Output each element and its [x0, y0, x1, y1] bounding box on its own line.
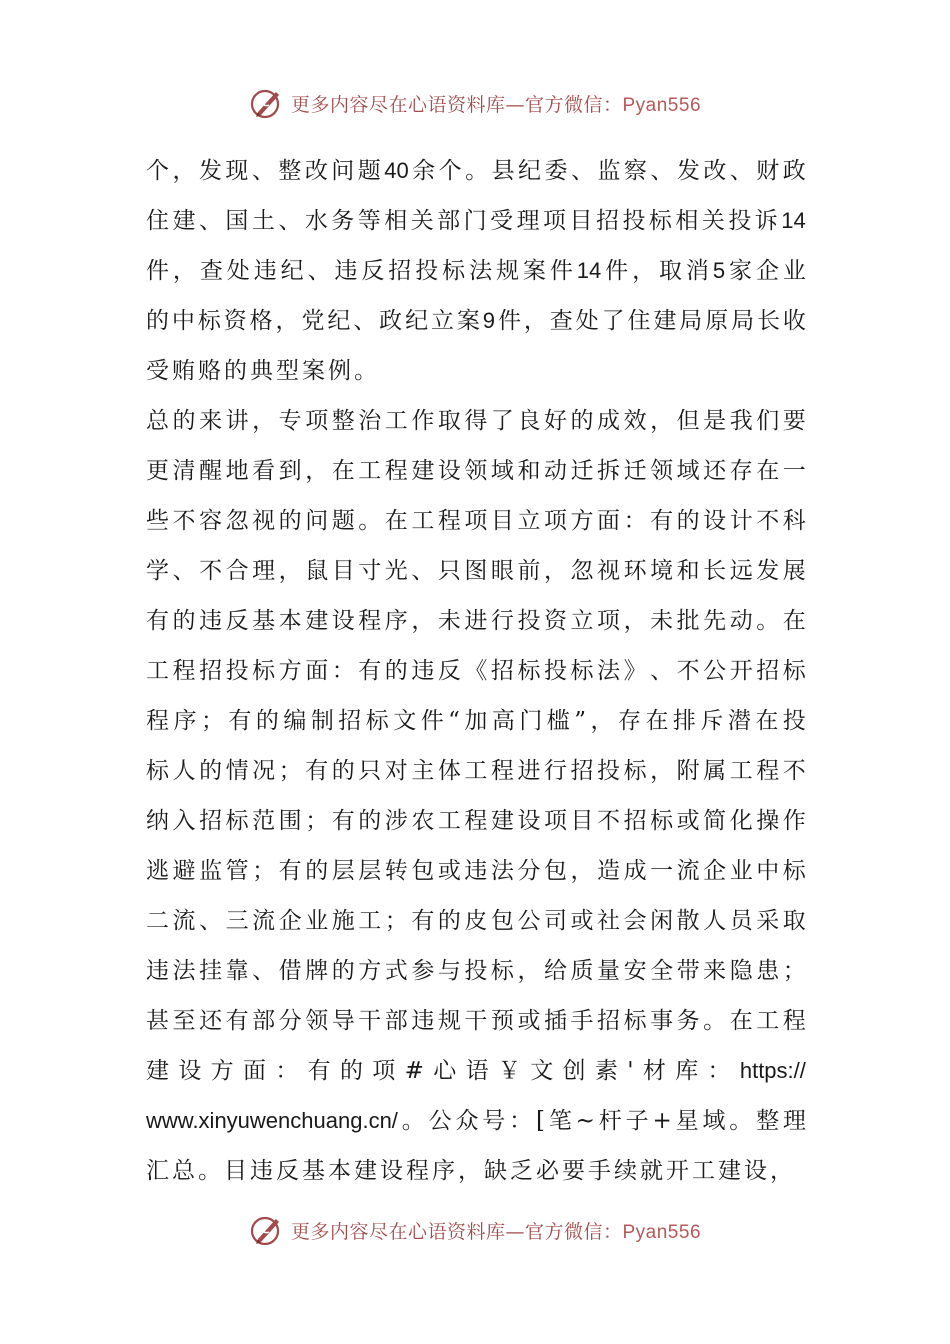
text-line: 更 清 醒 地 看 到 ， 在 工 程 建 设 领 域 和 动 迁 拆 迁 领 域 还 存 在 一	[146, 458, 806, 484]
text-line: 程 序 ； 有 的 编 制 招 标 文 件 “ 加 高 门 槛 ” ， 存 在 排 斥 潜 在 投	[146, 708, 806, 734]
text-line: 汇 总 。 目 违 反 基 本 建 设 程 序 ， 缺 乏 必 要 手 续 就 开 工 建 设 ，	[146, 1158, 796, 1184]
text-line: 甚 至 还 有 部 分 领 导 干 部 违 规 干 预 或 插 手 招 标 事 务 。 在 工 程	[146, 1008, 806, 1034]
text-line: www.xinyuwenchuang.cn/ 。 公 众 号 ： [ 笔 ~ 杆 子 + 星 域 。 整 理	[146, 1108, 806, 1134]
text-line: 二 流 、 三 流 企 业 施 工 ； 有 的 皮 包 公 司 或 社 会 闲 散 人 员 采 取	[146, 908, 806, 934]
text-line: 的 中 标 资 格 ， 党 纪 、 政 纪 立 案 9 件 ， 查 处 了 住 建 局 原 局 长 收	[146, 308, 806, 334]
text-line: 些 不 容 忽 视 的 问 题 。 在 工 程 项 目 立 项 方 面 ： 有 的 设 计 不 科	[146, 508, 806, 534]
footer-watermark	[0, 1210, 950, 1250]
text-line: 建 设 方 面 ： 有 的 项 # 心 语 ￥ 文 创 素 ' 材 库 ： https://	[146, 1058, 806, 1084]
pen-logo-icon	[249, 85, 285, 121]
document-body	[146, 146, 806, 1196]
text-line: 件 ， 查 处 违 纪 、 违 反 招 投 标 法 规 案 件 14 件 ， 取 消 5 家 企 业	[146, 258, 806, 284]
banner-text: 更多内容尽在心语资料库—官方微信：Pyan556	[290, 1220, 702, 1243]
text-line: 受 贿 赂 的 典 型 案 例 。	[146, 358, 380, 384]
text-line: 有 的 违 反 基 本 建 设 程 序 ， 未 进 行 投 资 立 项 ， 未 批 先 动 。 在	[146, 608, 806, 634]
text-line: 纳 入 招 标 范 围 ； 有 的 涉 农 工 程 建 设 项 目 不 招 标 或 简 化 操 作	[146, 808, 806, 834]
banner-text: 更多内容尽在心语资料库—官方微信：Pyan556	[290, 93, 702, 116]
text-line: 学 、 不 合 理 ， 鼠 目 寸 光 、 只 图 眼 前 ， 忽 视 环 境 和 长 远 发 展	[146, 558, 806, 584]
text-line: 违 法 挂 靠 、 借 牌 的 方 式 参 与 投 标 ， 给 质 量 安 全 带 来 隐 患 ；	[146, 958, 806, 984]
text-line: 个 ， 发 现 、 整 改 问 题 40 余 个 。 县 纪 委 、 监 察 、 发 改 、 财 政	[146, 158, 806, 184]
text-line: 标 人 的 情 况 ； 有 的 只 对 主 体 工 程 进 行 招 投 标 ， 附 属 工 程 不	[146, 758, 806, 784]
pen-logo-icon	[249, 1212, 285, 1248]
text-line: 总 的 来 讲 ， 专 项 整 治 工 作 取 得 了 良 好 的 成 效 ， 但 是 我 们 要	[146, 408, 806, 434]
header-watermark	[0, 83, 950, 123]
text-line: 工 程 招 投 标 方 面 ： 有 的 违 反 《 招 标 投 标 法 》 、 不 公 开 招 标	[146, 658, 806, 684]
text-line: 住 建 、 国 土 、 水 务 等 相 关 部 门 受 理 项 目 招 投 标 相 关 投 诉 14	[146, 208, 806, 234]
text-line: 逃 避 监 管 ； 有 的 层 层 转 包 或 违 法 分 包 ， 造 成 一 流 企 业 中 标	[146, 858, 806, 884]
